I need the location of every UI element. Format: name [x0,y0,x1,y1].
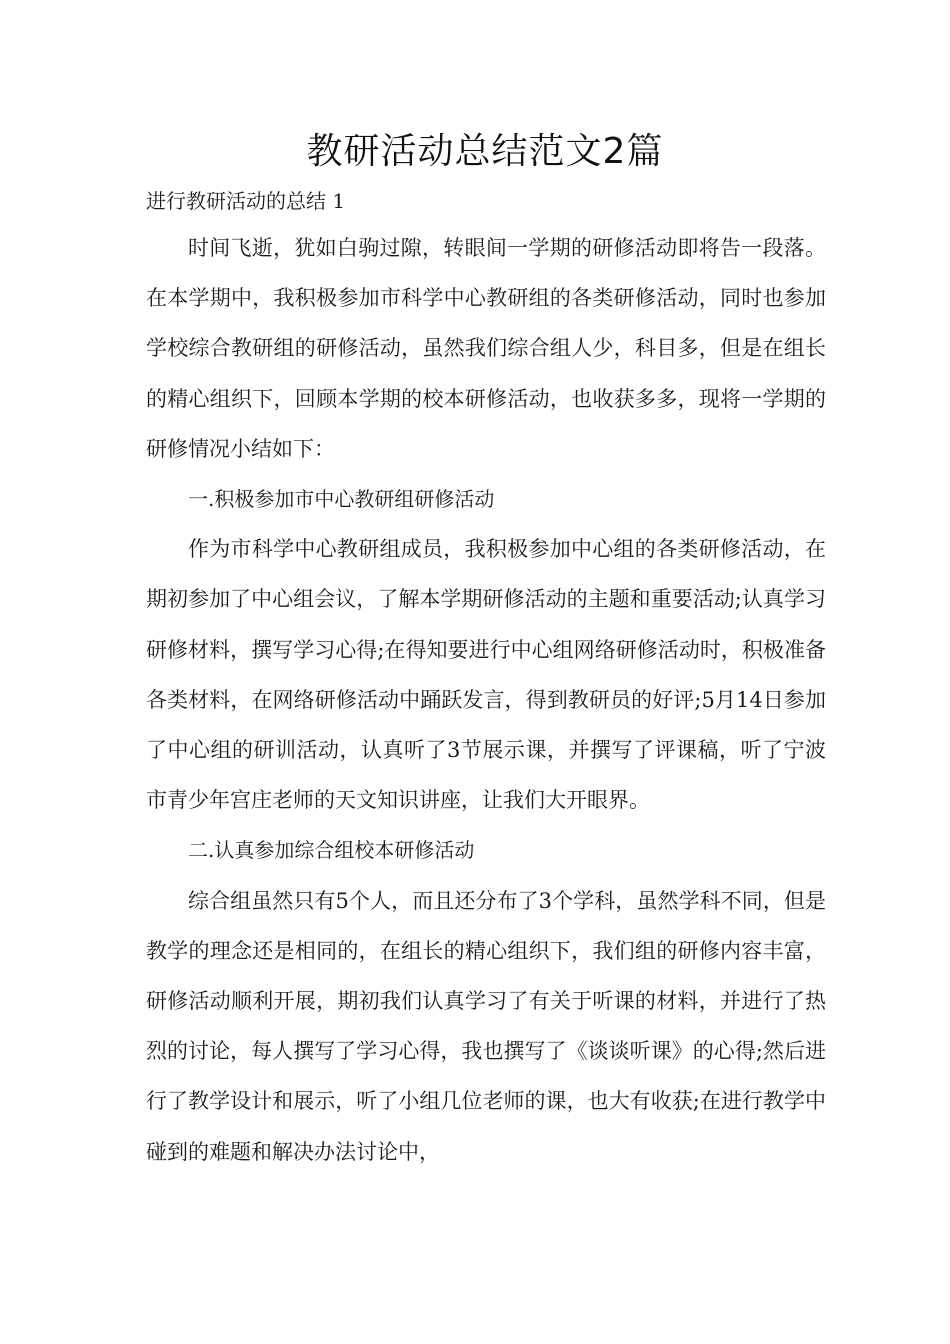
paragraph: 时间飞逝，犹如白驹过隙，转眼间一学期的研修活动即将告一段落。在本学期中，我积极参加市科学中心教研组的各类研修活动，同时也参加学校综合教研组的研修活动，虽然我们综合组人少，科目多，但是在组长的精心组织下，回顾本学期的校本研修活动，也收获多多，现将一学期的研修情况小结如下： [146,236,826,461]
section-heading: 二.认真参加综合组校本研修活动 [188,838,475,863]
document-body [146,223,826,1177]
paragraph: 综合组虽然只有5个人，而且还分布了3个学科，虽然学科不同，但是教学的理念还是相同的，在组长的精心组织下，我们组的研修内容丰富，研修活动顺利开展，期初我们认真学习了有关于听课的材料，并进行了热烈的讨论，每人撰写了学习心得，我也撰写了《谈谈听课》的心得;然后进行了教学设计和展示，听了小组几位老师的课，也大有收获;在进行教学中碰到的难题和解决办法讨论中， [146,888,826,1164]
section-heading: 一.积极参加市中心教研组研修活动 [188,487,495,512]
document-title: 教研活动总结范文2篇 [306,131,664,172]
document-subtitle: 进行教研活动的总结 1 [146,189,346,213]
paragraph: 作为市科学中心教研组成员，我积极参加中心组的各类研修活动，在期初参加了中心组会议，了解本学期研修活动的主题和重要活动;认真学习研修材料，撰写学习心得;在得知要进行中心组网络研修活动时，积极准备各类材料，在网络研修活动中踊跃发言，得到教研员的好评;5月14日参加了中心组的研训活动，认真听了3节展示课，并撰写了评课稿，听了宁波市青少年宫庄老师的天文知识讲座，让我们大开眼界。 [146,537,826,813]
